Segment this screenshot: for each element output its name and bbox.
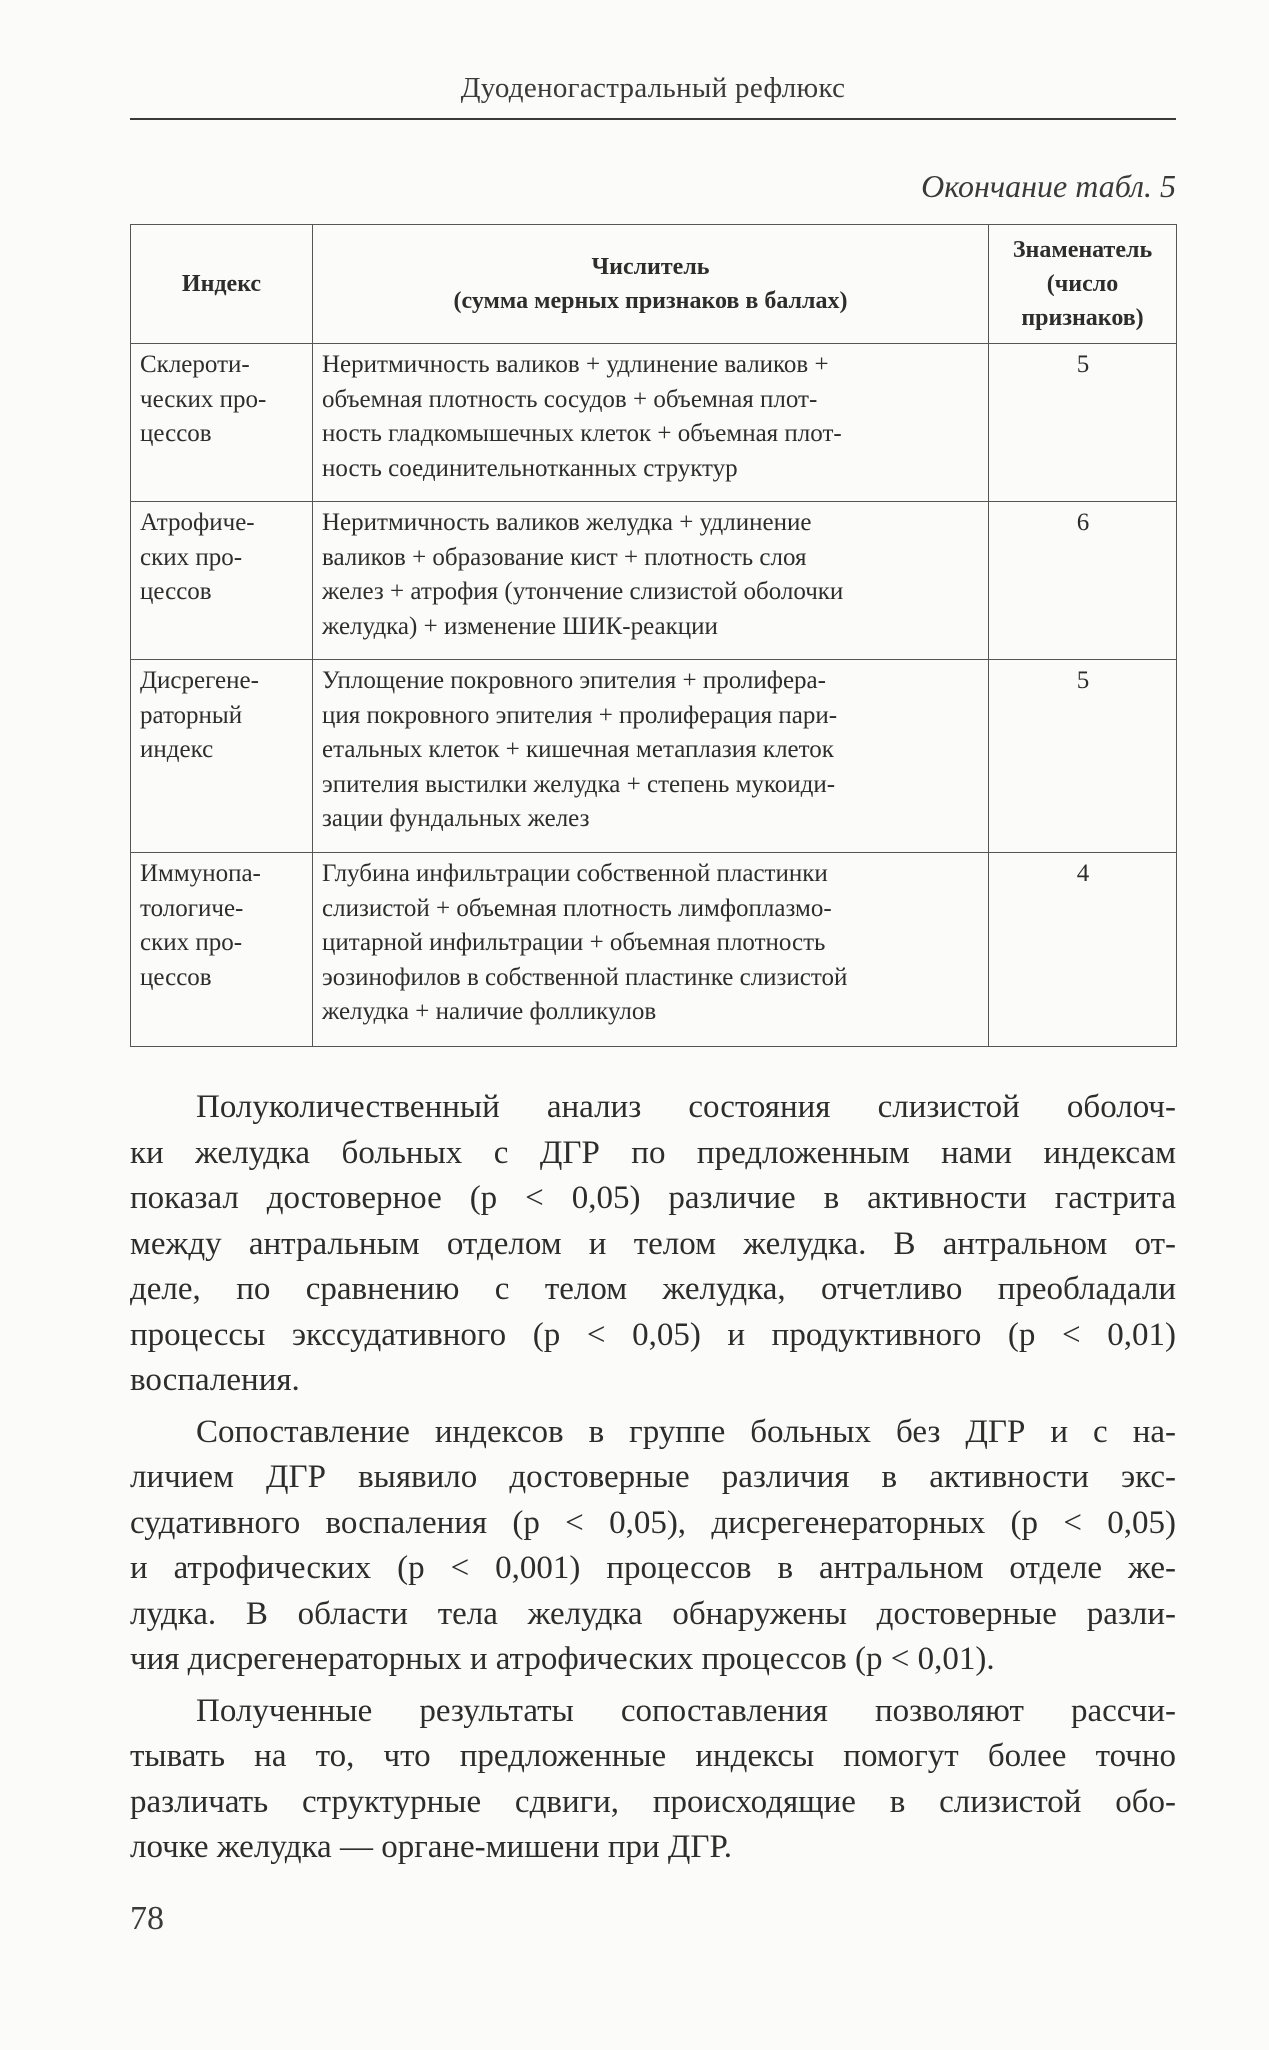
table-row [131,344,1177,502]
text-line: Сопоставление индексов в группе больных без ДГР и с на- [196,1413,1176,1450]
cell-numerator-line: слизистой + объемная плотность лимфоплазмо- [322,894,832,922]
index-table [130,224,1177,1047]
cell-numerator-line: ность соединительнотканных структур [322,454,738,482]
cell-numerator-line: эпителия выстилки желудка + степень мукоиди- [322,770,836,798]
cell-numerator-line: Глубина инфильтрации собственной пластинки [322,860,828,887]
cell-numerator-line: ность гладкомышечных клеток + объемная плот- [322,420,842,447]
cell-index-line: ских про- [140,543,243,571]
text-line: лудка. В области тела желудка обнаружены достоверные разли- [130,1595,1176,1632]
cell-index-line: цессов [140,420,212,447]
cell-denominator: 6 [989,502,1177,660]
cell-index [131,853,313,1047]
text-line: деле, по сравнению с телом желудка, отчетливо преобладали [130,1271,1176,1307]
cell-index [131,344,313,502]
cell-index-line: Иммунопа- [140,860,261,887]
cell-index-line: ских про- [140,929,243,956]
text-line: лочке желудка — органе-мишени при ДГР. [130,1829,732,1865]
text-line: Полученные результаты сопоставления позволяют рассчи- [196,1692,1176,1729]
text-line: судативного воспаления (p < 0,05), дисрегенераторных (p < 0,05) [130,1504,1176,1541]
table-header-row [131,225,1177,344]
cell-index-line: Склероти- [140,351,250,378]
text-line: различать структурные сдвиги, происходящие в слизистой обо- [130,1783,1176,1820]
cell-index-line: тологиче- [140,894,244,922]
text-line: между антральным отделом и телом желудка. В антральном от- [130,1225,1176,1262]
header-denominator-title: Знаменатель [1012,237,1153,263]
cell-denominator: 4 [989,853,1177,1047]
cell-numerator-line: Неритмичность валиков желудка + удлинение [322,509,812,536]
paragraph-conclusion [130,1689,1176,1871]
cell-numerator-line: Уплощение покровного эпителия + пролифера- [322,667,826,694]
text-line: чия дисрегенераторных и атрофических процессов (p < 0,01). [130,1641,995,1677]
text-line: личием ДГР выявило достоверные различия в активности экс- [130,1459,1176,1495]
header-rule [130,118,1176,120]
table-row [131,853,1177,1047]
text-line: Полуколичественный анализ состояния слизистой оболоч- [196,1089,1176,1125]
table-row [131,502,1177,660]
header-numerator-title: Числитель [591,254,710,280]
table-row [131,660,1177,853]
cell-index-line: раторный [140,701,243,729]
text-line: процессы экссудативного (p < 0,05) и продуктивного (p < 0,01) [130,1316,1176,1353]
cell-numerator [313,502,989,660]
table-caption: Окончание табл. 5 [921,168,1176,204]
text-line: показал достоверное (p < 0,05) различие в активности гастрита [130,1180,1176,1216]
cell-numerator-line: желудка + наличие фолликулов [322,998,657,1025]
cell-index-line: цессов [140,578,212,605]
cell-numerator-line: эозинофилов в собственной пластинке слизистой [322,963,848,991]
cell-numerator-line: зации фундальных желез [322,805,590,832]
header-denominator-sub2: признаков) [1021,305,1144,331]
running-head: Дуоденогастральный рефлюкс [460,72,846,104]
cell-numerator-line: цитарной инфильтрации + объемная плотность [322,929,826,956]
page-number: 78 [130,1900,164,1937]
cell-index-line: Дисрегене- [140,667,259,694]
cell-index-line: индекс [140,736,214,763]
header-index: Индекс [131,225,313,344]
cell-index [131,660,313,853]
paragraph-analysis [130,1085,1176,1404]
text-line: ки желудка больных с ДГР по предложенным нами индексам [130,1134,1176,1171]
cell-numerator-line: желудка) + изменение ШИК-реакции [322,612,718,640]
cell-index [131,502,313,660]
text-line: и атрофических (p < 0,001) процессов в антральном отделе же- [130,1550,1176,1586]
cell-index-line: цессов [140,963,212,991]
header-denominator [989,225,1177,344]
cell-numerator-line: валиков + образование кист + плотность слоя [322,543,807,571]
body-text [130,1085,1176,1877]
cell-index-line: ческих про- [140,385,267,413]
cell-numerator [313,344,989,502]
text-line: тывать на то, что предложенные индексы помогут более точно [130,1738,1176,1774]
cell-denominator: 5 [989,660,1177,853]
cell-denominator: 5 [989,344,1177,502]
text-line: воспаления. [130,1362,300,1398]
header-numerator [313,225,989,344]
cell-numerator [313,660,989,853]
cell-numerator-line: етальных клеток + кишечная метаплазия клеток [322,736,834,763]
header-denominator-sub1: (число [1046,271,1119,297]
cell-numerator [313,853,989,1047]
header-numerator-subtitle: (сумма мерных признаков в баллах) [453,288,848,314]
cell-numerator-line: желез + атрофия (утончение слизистой оболочки [322,578,844,605]
cell-numerator-line: объемная плотность сосудов + объемная плот- [322,385,818,413]
cell-numerator-line: ция покровного эпителия + пролиферация пари- [322,701,838,729]
cell-index-line: Атрофиче- [140,509,255,536]
cell-numerator-line: Неритмичность валиков + удлинение валиков + [322,351,829,378]
paragraph-comparison [130,1410,1176,1683]
